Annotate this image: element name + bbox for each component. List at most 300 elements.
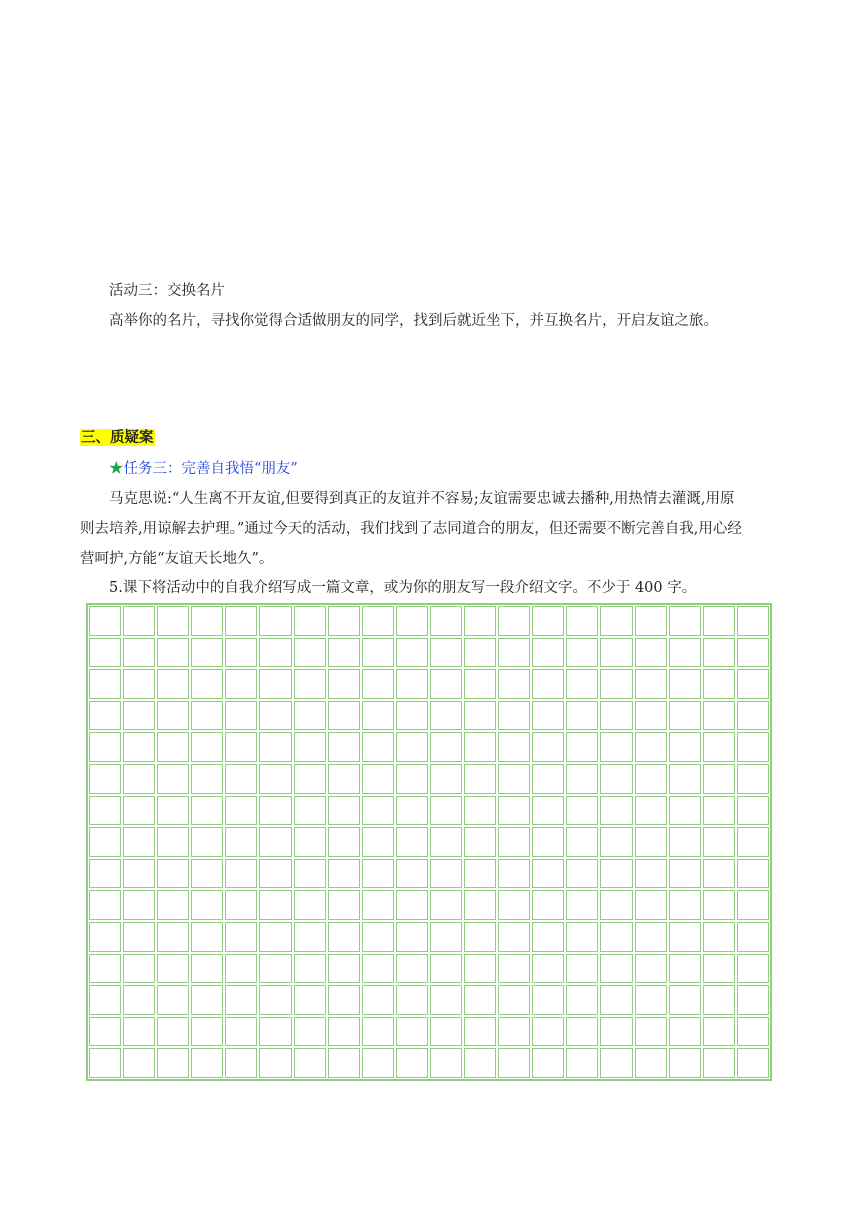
grid-cell[interactable] (635, 1048, 667, 1078)
grid-cell[interactable] (225, 1017, 257, 1047)
grid-cell[interactable] (498, 954, 530, 984)
grid-cell[interactable] (635, 606, 667, 636)
grid-cell[interactable] (191, 1048, 223, 1078)
grid-cell[interactable] (362, 638, 394, 668)
grid-cell[interactable] (669, 606, 701, 636)
grid-cell[interactable] (635, 796, 667, 826)
grid-cell[interactable] (566, 732, 598, 762)
grid-cell[interactable] (396, 638, 428, 668)
grid-cell[interactable] (157, 606, 189, 636)
grid-cell[interactable] (362, 859, 394, 889)
grid-cell[interactable] (396, 954, 428, 984)
grid-cell[interactable] (703, 669, 735, 699)
grid-cell[interactable] (89, 732, 121, 762)
writing-grid[interactable] (86, 603, 772, 1081)
grid-cell[interactable] (294, 922, 326, 952)
grid-cell[interactable] (600, 827, 632, 857)
grid-cell[interactable] (430, 669, 462, 699)
grid-cell[interactable] (600, 985, 632, 1015)
grid-cell[interactable] (157, 701, 189, 731)
grid-cell[interactable] (532, 732, 564, 762)
grid-cell[interactable] (566, 1017, 598, 1047)
grid-cell[interactable] (259, 859, 291, 889)
grid-cell[interactable] (669, 1017, 701, 1047)
grid-cell[interactable] (396, 985, 428, 1015)
grid-cell[interactable] (225, 606, 257, 636)
grid-cell[interactable] (600, 796, 632, 826)
grid-cell[interactable] (123, 1048, 155, 1078)
grid-cell[interactable] (157, 1017, 189, 1047)
grid-cell[interactable] (259, 1048, 291, 1078)
grid-cell[interactable] (737, 1048, 769, 1078)
grid-cell[interactable] (259, 796, 291, 826)
grid-cell[interactable] (157, 859, 189, 889)
grid-cell[interactable] (430, 954, 462, 984)
grid-cell[interactable] (89, 606, 121, 636)
grid-cell[interactable] (191, 701, 223, 731)
grid-cell[interactable] (89, 985, 121, 1015)
grid-cell[interactable] (532, 638, 564, 668)
grid-cell[interactable] (396, 669, 428, 699)
grid-cell[interactable] (532, 985, 564, 1015)
grid-cell[interactable] (225, 732, 257, 762)
grid-cell[interactable] (225, 638, 257, 668)
grid-cell[interactable] (600, 669, 632, 699)
grid-cell[interactable] (89, 701, 121, 731)
grid-cell[interactable] (362, 606, 394, 636)
grid-cell[interactable] (498, 1048, 530, 1078)
grid-cell[interactable] (328, 764, 360, 794)
grid-cell[interactable] (566, 638, 598, 668)
grid-cell[interactable] (703, 606, 735, 636)
grid-cell[interactable] (532, 890, 564, 920)
grid-cell[interactable] (157, 796, 189, 826)
grid-cell[interactable] (191, 669, 223, 699)
grid-cell[interactable] (191, 796, 223, 826)
grid-cell[interactable] (600, 954, 632, 984)
grid-cell[interactable] (464, 669, 496, 699)
grid-cell[interactable] (157, 922, 189, 952)
grid-cell[interactable] (703, 827, 735, 857)
grid-cell[interactable] (157, 764, 189, 794)
grid-cell[interactable] (225, 1048, 257, 1078)
grid-cell[interactable] (294, 890, 326, 920)
grid-cell[interactable] (191, 859, 223, 889)
grid-cell[interactable] (294, 701, 326, 731)
grid-cell[interactable] (396, 732, 428, 762)
grid-cell[interactable] (430, 764, 462, 794)
grid-cell[interactable] (737, 827, 769, 857)
grid-cell[interactable] (259, 669, 291, 699)
grid-cell[interactable] (737, 764, 769, 794)
grid-cell[interactable] (123, 954, 155, 984)
grid-cell[interactable] (362, 732, 394, 762)
grid-cell[interactable] (396, 890, 428, 920)
grid-cell[interactable] (566, 796, 598, 826)
grid-cell[interactable] (157, 890, 189, 920)
grid-cell[interactable] (430, 1017, 462, 1047)
grid-cell[interactable] (532, 1048, 564, 1078)
grid-cell[interactable] (123, 1017, 155, 1047)
grid-cell[interactable] (225, 890, 257, 920)
grid-cell[interactable] (191, 890, 223, 920)
grid-cell[interactable] (669, 922, 701, 952)
grid-cell[interactable] (259, 764, 291, 794)
grid-cell[interactable] (669, 985, 701, 1015)
grid-cell[interactable] (600, 1017, 632, 1047)
grid-cell[interactable] (396, 701, 428, 731)
grid-cell[interactable] (464, 922, 496, 952)
grid-cell[interactable] (225, 764, 257, 794)
grid-cell[interactable] (737, 732, 769, 762)
grid-cell[interactable] (89, 638, 121, 668)
grid-cell[interactable] (294, 859, 326, 889)
grid-cell[interactable] (566, 859, 598, 889)
grid-cell[interactable] (737, 606, 769, 636)
grid-cell[interactable] (566, 1048, 598, 1078)
grid-cell[interactable] (430, 638, 462, 668)
grid-cell[interactable] (464, 827, 496, 857)
grid-cell[interactable] (89, 669, 121, 699)
grid-cell[interactable] (328, 922, 360, 952)
grid-cell[interactable] (123, 985, 155, 1015)
grid-cell[interactable] (123, 606, 155, 636)
grid-cell[interactable] (191, 827, 223, 857)
grid-cell[interactable] (362, 827, 394, 857)
grid-cell[interactable] (123, 638, 155, 668)
grid-cell[interactable] (532, 701, 564, 731)
grid-cell[interactable] (600, 701, 632, 731)
grid-cell[interactable] (259, 954, 291, 984)
grid-cell[interactable] (157, 1048, 189, 1078)
grid-cell[interactable] (362, 764, 394, 794)
grid-cell[interactable] (464, 638, 496, 668)
grid-cell[interactable] (123, 796, 155, 826)
grid-cell[interactable] (259, 890, 291, 920)
grid-cell[interactable] (566, 669, 598, 699)
grid-cell[interactable] (635, 732, 667, 762)
grid-cell[interactable] (89, 922, 121, 952)
grid-cell[interactable] (362, 1017, 394, 1047)
grid-cell[interactable] (669, 1048, 701, 1078)
grid-cell[interactable] (259, 827, 291, 857)
grid-cell[interactable] (430, 732, 462, 762)
grid-cell[interactable] (396, 1017, 428, 1047)
grid-cell[interactable] (362, 922, 394, 952)
grid-cell[interactable] (703, 954, 735, 984)
grid-cell[interactable] (396, 827, 428, 857)
grid-cell[interactable] (362, 890, 394, 920)
grid-cell[interactable] (600, 1048, 632, 1078)
grid-cell[interactable] (464, 701, 496, 731)
grid-cell[interactable] (498, 985, 530, 1015)
grid-cell[interactable] (157, 732, 189, 762)
grid-cell[interactable] (225, 701, 257, 731)
grid-cell[interactable] (600, 606, 632, 636)
grid-cell[interactable] (225, 859, 257, 889)
grid-cell[interactable] (362, 796, 394, 826)
grid-cell[interactable] (464, 954, 496, 984)
grid-cell[interactable] (566, 827, 598, 857)
grid-cell[interactable] (566, 701, 598, 731)
grid-cell[interactable] (430, 606, 462, 636)
grid-cell[interactable] (600, 922, 632, 952)
grid-cell[interactable] (669, 890, 701, 920)
grid-cell[interactable] (532, 954, 564, 984)
grid-cell[interactable] (328, 890, 360, 920)
grid-cell[interactable] (430, 827, 462, 857)
grid-cell[interactable] (328, 638, 360, 668)
grid-cell[interactable] (669, 827, 701, 857)
grid-cell[interactable] (430, 701, 462, 731)
grid-cell[interactable] (225, 954, 257, 984)
grid-cell[interactable] (703, 985, 735, 1015)
grid-cell[interactable] (123, 827, 155, 857)
grid-cell[interactable] (703, 732, 735, 762)
grid-cell[interactable] (430, 859, 462, 889)
grid-cell[interactable] (532, 859, 564, 889)
grid-cell[interactable] (396, 1048, 428, 1078)
grid-cell[interactable] (294, 1017, 326, 1047)
grid-cell[interactable] (532, 1017, 564, 1047)
grid-cell[interactable] (294, 764, 326, 794)
grid-cell[interactable] (669, 796, 701, 826)
grid-cell[interactable] (362, 954, 394, 984)
grid-cell[interactable] (328, 954, 360, 984)
grid-cell[interactable] (635, 669, 667, 699)
grid-cell[interactable] (669, 732, 701, 762)
grid-cell[interactable] (703, 638, 735, 668)
grid-cell[interactable] (294, 1048, 326, 1078)
grid-cell[interactable] (566, 764, 598, 794)
grid-cell[interactable] (669, 669, 701, 699)
grid-cell[interactable] (362, 985, 394, 1015)
grid-cell[interactable] (328, 985, 360, 1015)
grid-cell[interactable] (498, 764, 530, 794)
grid-cell[interactable] (328, 827, 360, 857)
grid-cell[interactable] (259, 922, 291, 952)
grid-cell[interactable] (600, 732, 632, 762)
grid-cell[interactable] (464, 859, 496, 889)
grid-cell[interactable] (635, 1017, 667, 1047)
grid-cell[interactable] (703, 922, 735, 952)
grid-cell[interactable] (703, 890, 735, 920)
grid-cell[interactable] (737, 638, 769, 668)
grid-cell[interactable] (89, 827, 121, 857)
grid-cell[interactable] (396, 796, 428, 826)
grid-cell[interactable] (328, 701, 360, 731)
grid-cell[interactable] (737, 701, 769, 731)
grid-cell[interactable] (89, 1017, 121, 1047)
grid-cell[interactable] (328, 796, 360, 826)
grid-cell[interactable] (566, 954, 598, 984)
grid-cell[interactable] (259, 985, 291, 1015)
grid-cell[interactable] (157, 669, 189, 699)
grid-cell[interactable] (157, 827, 189, 857)
grid-cell[interactable] (259, 701, 291, 731)
grid-cell[interactable] (532, 922, 564, 952)
grid-cell[interactable] (157, 638, 189, 668)
grid-cell[interactable] (396, 922, 428, 952)
grid-cell[interactable] (566, 606, 598, 636)
grid-cell[interactable] (498, 701, 530, 731)
grid-cell[interactable] (737, 922, 769, 952)
grid-cell[interactable] (498, 638, 530, 668)
grid-cell[interactable] (635, 764, 667, 794)
grid-cell[interactable] (669, 954, 701, 984)
grid-cell[interactable] (635, 827, 667, 857)
grid-cell[interactable] (635, 954, 667, 984)
grid-cell[interactable] (225, 985, 257, 1015)
grid-cell[interactable] (294, 954, 326, 984)
grid-cell[interactable] (703, 796, 735, 826)
grid-cell[interactable] (89, 859, 121, 889)
grid-cell[interactable] (157, 985, 189, 1015)
grid-cell[interactable] (600, 638, 632, 668)
grid-cell[interactable] (396, 859, 428, 889)
grid-cell[interactable] (498, 606, 530, 636)
grid-cell[interactable] (89, 954, 121, 984)
grid-cell[interactable] (703, 1048, 735, 1078)
grid-cell[interactable] (532, 606, 564, 636)
grid-cell[interactable] (328, 669, 360, 699)
grid-cell[interactable] (600, 890, 632, 920)
grid-cell[interactable] (362, 701, 394, 731)
grid-cell[interactable] (123, 859, 155, 889)
grid-cell[interactable] (157, 954, 189, 984)
grid-cell[interactable] (328, 1017, 360, 1047)
grid-cell[interactable] (464, 985, 496, 1015)
grid-cell[interactable] (737, 985, 769, 1015)
grid-cell[interactable] (635, 985, 667, 1015)
grid-cell[interactable] (464, 890, 496, 920)
grid-cell[interactable] (430, 890, 462, 920)
grid-cell[interactable] (669, 764, 701, 794)
grid-cell[interactable] (669, 859, 701, 889)
grid-cell[interactable] (498, 922, 530, 952)
grid-cell[interactable] (737, 796, 769, 826)
grid-cell[interactable] (635, 922, 667, 952)
grid-cell[interactable] (430, 985, 462, 1015)
grid-cell[interactable] (498, 859, 530, 889)
grid-cell[interactable] (328, 859, 360, 889)
grid-cell[interactable] (737, 954, 769, 984)
grid-cell[interactable] (737, 669, 769, 699)
grid-cell[interactable] (532, 764, 564, 794)
grid-cell[interactable] (600, 859, 632, 889)
grid-cell[interactable] (703, 1017, 735, 1047)
grid-cell[interactable] (498, 669, 530, 699)
grid-cell[interactable] (635, 638, 667, 668)
grid-cell[interactable] (737, 859, 769, 889)
grid-cell[interactable] (464, 796, 496, 826)
grid-cell[interactable] (191, 985, 223, 1015)
grid-cell[interactable] (294, 827, 326, 857)
grid-cell[interactable] (430, 1048, 462, 1078)
grid-cell[interactable] (362, 669, 394, 699)
grid-cell[interactable] (396, 764, 428, 794)
grid-cell[interactable] (498, 732, 530, 762)
grid-cell[interactable] (225, 922, 257, 952)
grid-cell[interactable] (294, 732, 326, 762)
grid-cell[interactable] (635, 859, 667, 889)
grid-cell[interactable] (396, 606, 428, 636)
grid-cell[interactable] (191, 1017, 223, 1047)
grid-cell[interactable] (464, 1017, 496, 1047)
grid-cell[interactable] (464, 606, 496, 636)
grid-cell[interactable] (328, 606, 360, 636)
grid-cell[interactable] (430, 922, 462, 952)
grid-cell[interactable] (191, 638, 223, 668)
grid-cell[interactable] (123, 669, 155, 699)
grid-cell[interactable] (532, 827, 564, 857)
grid-cell[interactable] (464, 732, 496, 762)
grid-cell[interactable] (191, 922, 223, 952)
grid-cell[interactable] (703, 701, 735, 731)
grid-cell[interactable] (123, 922, 155, 952)
grid-cell[interactable] (294, 606, 326, 636)
grid-cell[interactable] (566, 922, 598, 952)
grid-cell[interactable] (123, 890, 155, 920)
grid-cell[interactable] (294, 796, 326, 826)
grid-cell[interactable] (294, 669, 326, 699)
grid-cell[interactable] (498, 890, 530, 920)
grid-cell[interactable] (225, 796, 257, 826)
grid-cell[interactable] (191, 954, 223, 984)
grid-cell[interactable] (566, 890, 598, 920)
grid-cell[interactable] (259, 606, 291, 636)
grid-cell[interactable] (532, 669, 564, 699)
grid-cell[interactable] (669, 701, 701, 731)
grid-cell[interactable] (89, 1048, 121, 1078)
grid-cell[interactable] (89, 890, 121, 920)
grid-cell[interactable] (737, 890, 769, 920)
grid-cell[interactable] (294, 985, 326, 1015)
grid-cell[interactable] (498, 1017, 530, 1047)
grid-cell[interactable] (123, 701, 155, 731)
grid-cell[interactable] (259, 1017, 291, 1047)
grid-cell[interactable] (669, 638, 701, 668)
grid-cell[interactable] (362, 1048, 394, 1078)
grid-cell[interactable] (703, 764, 735, 794)
grid-cell[interactable] (191, 732, 223, 762)
grid-cell[interactable] (89, 796, 121, 826)
grid-cell[interactable] (532, 796, 564, 826)
grid-cell[interactable] (464, 1048, 496, 1078)
grid-cell[interactable] (191, 606, 223, 636)
grid-cell[interactable] (703, 859, 735, 889)
grid-cell[interactable] (225, 669, 257, 699)
grid-cell[interactable] (328, 1048, 360, 1078)
grid-cell[interactable] (566, 985, 598, 1015)
grid-cell[interactable] (123, 732, 155, 762)
grid-cell[interactable] (225, 827, 257, 857)
grid-cell[interactable] (430, 796, 462, 826)
grid-cell[interactable] (123, 764, 155, 794)
grid-cell[interactable] (259, 638, 291, 668)
grid-cell[interactable] (328, 732, 360, 762)
grid-cell[interactable] (635, 890, 667, 920)
grid-cell[interactable] (259, 732, 291, 762)
grid-cell[interactable] (89, 764, 121, 794)
grid-cell[interactable] (600, 764, 632, 794)
grid-cell[interactable] (498, 827, 530, 857)
grid-cell[interactable] (294, 638, 326, 668)
grid-cell[interactable] (737, 1017, 769, 1047)
grid-cell[interactable] (498, 796, 530, 826)
grid-cell[interactable] (464, 764, 496, 794)
grid-cell[interactable] (191, 764, 223, 794)
